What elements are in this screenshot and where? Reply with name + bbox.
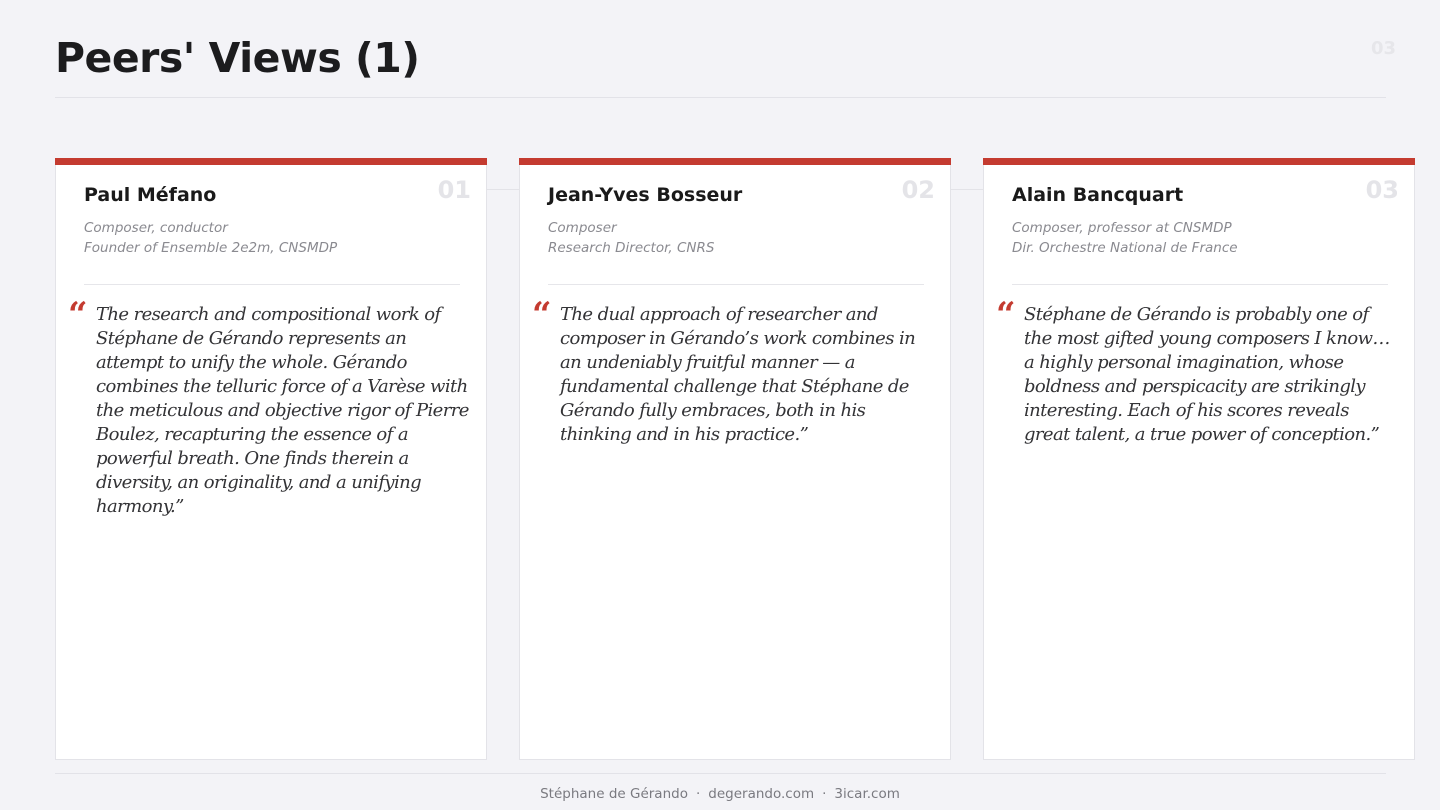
card-index: 03 bbox=[1365, 176, 1399, 204]
testimonial-card-bosseur bbox=[519, 158, 951, 760]
testimonial-card-mefano bbox=[55, 158, 487, 760]
card-connector bbox=[487, 189, 519, 190]
person-role bbox=[1012, 218, 1238, 258]
role-line: Dir. Orchestre National de France bbox=[1012, 240, 1238, 256]
person-name: Alain Bancquart bbox=[1012, 184, 1184, 206]
footer-site-degerando: degerando.com bbox=[708, 786, 815, 802]
card-index: 02 bbox=[901, 176, 935, 204]
person-name: Jean-Yves Bosseur bbox=[548, 184, 743, 206]
card-index: 01 bbox=[437, 176, 471, 204]
card-divider bbox=[84, 284, 460, 285]
quote-text: The research and compositional work of Stéphane de Gérando represents an attempt to unify the whole. Gérando combines the telluric force of a Varèse with the meticulous and objective rigor of Pierre Boulez, recapturing the essence of a powerful breath. One finds therein a diversity, an originality, and a unifying harmony.” bbox=[96, 304, 469, 517]
role-line: Composer, conductor bbox=[84, 220, 228, 236]
header-divider bbox=[55, 97, 1386, 98]
page-title: Peers' Views (1) bbox=[55, 34, 420, 82]
footer bbox=[0, 786, 1440, 802]
footer-author: Stéphane de Gérando bbox=[540, 786, 688, 802]
page-number: 03 bbox=[1370, 38, 1396, 59]
footer-divider bbox=[55, 773, 1386, 774]
person-role bbox=[548, 218, 714, 258]
card-divider bbox=[548, 284, 924, 285]
quote-icon: “ bbox=[996, 295, 1016, 335]
role-line: Composer bbox=[548, 220, 617, 236]
role-line: Research Director, CNRS bbox=[548, 240, 715, 256]
person-role bbox=[84, 218, 337, 258]
card-divider bbox=[1012, 284, 1388, 285]
role-line: Composer, professor at CNSMDP bbox=[1012, 220, 1232, 236]
footer-separator: · bbox=[695, 786, 701, 802]
quote-icon: “ bbox=[532, 295, 552, 335]
card-connector bbox=[951, 189, 983, 190]
testimonial-card-bancquart bbox=[983, 158, 1415, 760]
quote-text: Stéphane de Gérando is probably one of the most gifted young composers I know… a highly personal imagination, whose boldness and perspicacity are strikingly interesting. Each of his scores reveals great talent, a true power of conception.” bbox=[1024, 304, 1390, 445]
footer-site-3icar: 3icar.com bbox=[834, 786, 900, 802]
role-line: Founder of Ensemble 2e2m, CNSMDP bbox=[84, 240, 338, 256]
person-name: Paul Méfano bbox=[84, 184, 217, 206]
quote-text: The dual approach of researcher and composer in Gérando’s work combines in an undeniably fruitful manner — a fundamental challenge that Stéphane de Gérando fully embraces, both in his thinking and in his practice.” bbox=[560, 304, 916, 445]
footer-separator: · bbox=[822, 786, 827, 802]
quote-icon: “ bbox=[68, 295, 88, 335]
